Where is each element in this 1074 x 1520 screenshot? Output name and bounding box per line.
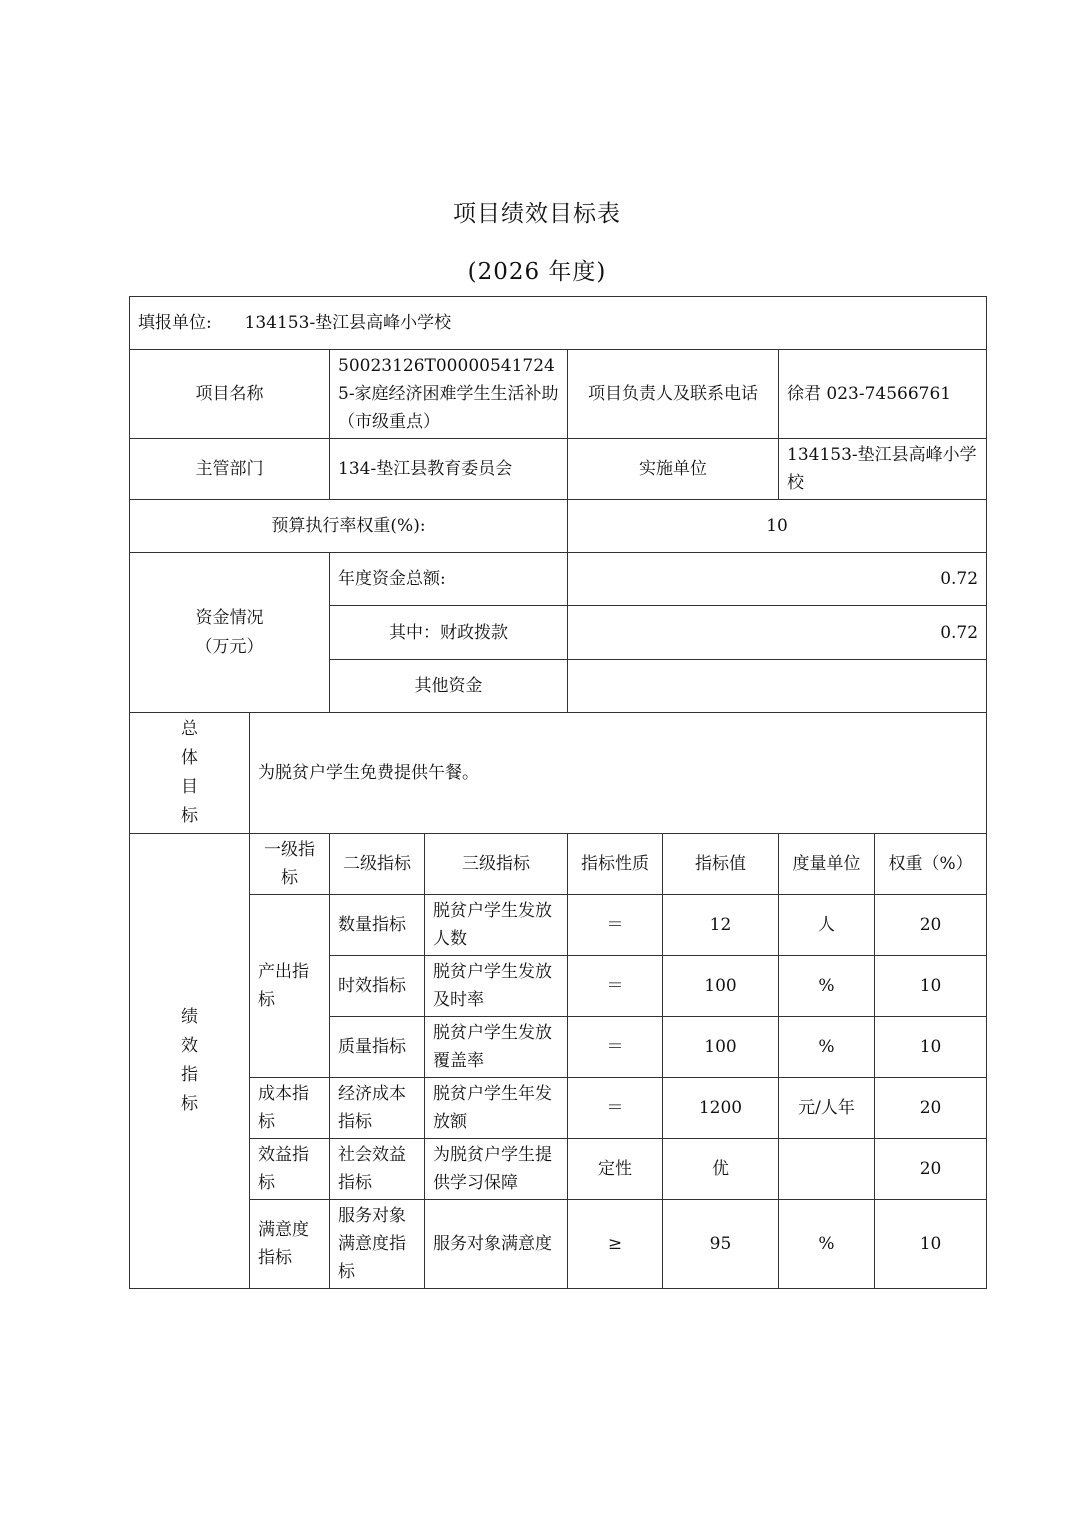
project-name-label: 项目名称 (130, 350, 330, 439)
row-level3: 脱贫户学生年发放额 (425, 1078, 568, 1139)
overall-goal-text: 为脱贫户学生免费提供午餐。 (250, 713, 987, 834)
row-nature: ＝ (568, 956, 663, 1017)
row-level2: 服务对象满意度指标 (330, 1200, 425, 1289)
header-value: 指标值 (663, 834, 779, 895)
fiscal-allocation-label: 其中：财政拨款 (330, 606, 568, 660)
row-value: 1200 (663, 1078, 779, 1139)
table-row (130, 1078, 987, 1139)
header-level3: 三级指标 (425, 834, 568, 895)
row-unit: % (779, 1200, 875, 1289)
other-funds-value (568, 660, 987, 713)
implementing-unit-value: 134153-垫江县高峰小学校 (779, 439, 987, 500)
level1-benefit: 效益指标 (250, 1139, 330, 1200)
overall-goal-label (130, 713, 250, 834)
annual-total-value: 0.72 (568, 553, 987, 606)
row-unit: % (779, 1017, 875, 1078)
header-level1: 一级指标 (250, 834, 330, 895)
row-level3: 服务对象满意度 (425, 1200, 568, 1289)
budget-weight-value: 10 (568, 500, 987, 553)
row-level3: 脱贫户学生发放覆盖率 (425, 1017, 568, 1078)
row-value: 优 (663, 1139, 779, 1200)
fiscal-allocation-value: 0.72 (568, 606, 987, 660)
performance-indicators-label (130, 834, 250, 1289)
reporting-unit-label: 填报单位: (138, 313, 212, 333)
row-value: 95 (663, 1200, 779, 1289)
table-row (130, 1139, 987, 1200)
row-nature: ＝ (568, 1078, 663, 1139)
table-row (130, 895, 987, 956)
row-nature: ＝ (568, 895, 663, 956)
page-subtitle: (2026 年度) (467, 259, 607, 285)
row-nature: ≥ (568, 1200, 663, 1289)
level1-output: 产出指标 (250, 895, 330, 1078)
implementing-unit-label: 实施单位 (568, 439, 779, 500)
project-leader-label: 项目负责人及联系电话 (568, 350, 779, 439)
row-weight: 10 (875, 956, 987, 1017)
performance-indicators-label-text: 绩效指标 (181, 1007, 198, 1114)
row-weight: 20 (875, 1139, 987, 1200)
funds-label (130, 553, 330, 713)
row-nature: ＝ (568, 1017, 663, 1078)
row-level2: 质量指标 (330, 1017, 425, 1078)
department-label: 主管部门 (130, 439, 330, 500)
project-name-value: 50023126T000005417245-家庭经济困难学生生活补助（市级重点） (330, 350, 568, 439)
row-weight: 20 (875, 1078, 987, 1139)
funds-label-text: 资金情况（万元） (195, 607, 264, 657)
row-level2: 社会效益指标 (330, 1139, 425, 1200)
row-weight: 10 (875, 1200, 987, 1289)
row-value: 12 (663, 895, 779, 956)
row-unit: % (779, 956, 875, 1017)
row-value: 100 (663, 956, 779, 1017)
annual-total-label: 年度资金总额: (330, 553, 568, 606)
level1-satisfaction: 满意度指标 (250, 1200, 330, 1289)
other-funds-label: 其他资金 (330, 660, 568, 713)
row-level2: 时效指标 (330, 956, 425, 1017)
row-level3: 脱贫户学生发放及时率 (425, 956, 568, 1017)
row-weight: 20 (875, 895, 987, 956)
header-nature: 指标性质 (568, 834, 663, 895)
table-row (130, 1200, 987, 1289)
header-weight: 权重（%） (875, 834, 987, 895)
row-value: 100 (663, 1017, 779, 1078)
reporting-unit-cell (130, 297, 987, 350)
row-unit: 人 (779, 895, 875, 956)
row-level2: 数量指标 (330, 895, 425, 956)
page-title: 项目绩效目标表 (453, 201, 621, 227)
row-weight: 10 (875, 1017, 987, 1078)
overall-goal-label-text: 总体目标 (181, 719, 198, 826)
project-leader-value: 徐君 023-74566761 (779, 350, 987, 439)
level1-cost: 成本指标 (250, 1078, 330, 1139)
department-value: 134-垫江县教育委员会 (330, 439, 568, 500)
row-level2: 经济成本指标 (330, 1078, 425, 1139)
header-unit: 度量单位 (779, 834, 875, 895)
row-unit (779, 1139, 875, 1200)
row-nature: 定性 (568, 1139, 663, 1200)
budget-weight-label: 预算执行率权重(%): (130, 500, 568, 553)
row-unit: 元/人年 (779, 1078, 875, 1139)
header-level2: 二级指标 (330, 834, 425, 895)
reporting-unit-value: 134153-垫江县高峰小学校 (244, 313, 452, 333)
row-level3: 脱贫户学生发放人数 (425, 895, 568, 956)
row-level3: 为脱贫户学生提供学习保障 (425, 1139, 568, 1200)
performance-table (129, 296, 987, 1289)
